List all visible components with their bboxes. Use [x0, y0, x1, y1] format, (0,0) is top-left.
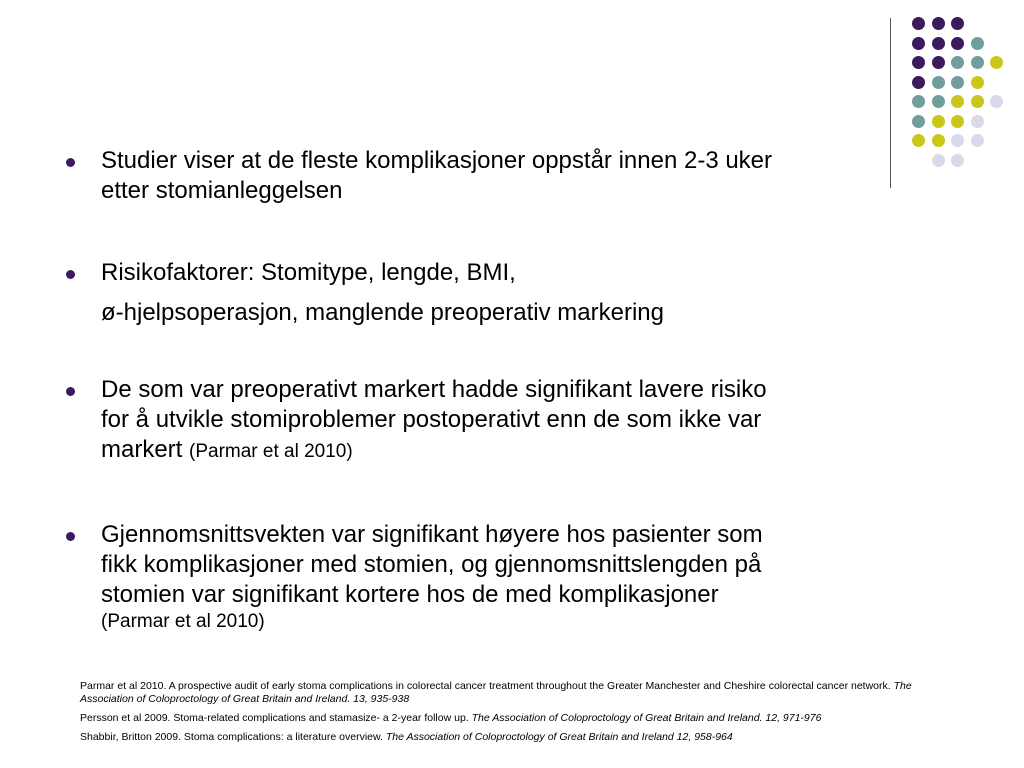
- bullet-text: [101, 146, 946, 206]
- citation: (Parmar et al 2010): [101, 611, 265, 632]
- bullet-line: De som var preoperativt markert hadde signifikant lavere risiko: [101, 376, 767, 403]
- bullet-text: [101, 520, 946, 634]
- bullet-dot-icon: [66, 387, 75, 396]
- bullet-line: etter stomianleggelsen: [101, 177, 343, 204]
- bullet-item: [66, 520, 946, 634]
- decorative-dot: [951, 115, 964, 128]
- bullet-line: Studier viser at de fleste komplikasjoner oppstår innen 2-3 uker: [101, 147, 773, 174]
- decorative-dot: [971, 56, 984, 69]
- bullet-line-text: markert: [101, 436, 183, 463]
- reference-item: [80, 680, 940, 706]
- bullet-item: [66, 258, 946, 328]
- bullet-text: [101, 258, 946, 288]
- decorative-dot: [951, 95, 964, 108]
- bullet-item: [66, 146, 946, 206]
- bullet-line: for å utvikle stomiproblemer postoperativt enn de som ikke var: [101, 406, 762, 433]
- decorative-dot: [912, 115, 925, 128]
- bullet-line: Gjennomsnittsvekten var signifikant høyere hos pasienter som: [101, 521, 763, 548]
- citation: (Parmar et al 2010): [189, 441, 353, 462]
- decorative-dot: [951, 154, 964, 167]
- bullet-line: Risikofaktorer: Stomitype, lengde, BMI,: [101, 259, 516, 286]
- decorative-dot: [932, 95, 945, 108]
- decorative-dot: [932, 76, 945, 89]
- reference-journal: The Association of Coloproctology of Great Britain and Ireland. 12, 971-976: [471, 712, 822, 724]
- bullet-continuation: ø-hjelpsoperasjon, manglende preoperativ markering: [101, 299, 664, 326]
- reference-journal: The Association of Coloproctology of Great Britain and Ireland 12, 958-964: [385, 731, 733, 743]
- decorative-dot: [932, 56, 945, 69]
- reference-text: Shabbir, Britton 2009. Stoma complications: a literature overview.: [80, 731, 383, 743]
- decorative-dot: [912, 17, 925, 30]
- decorative-dot: [932, 17, 945, 30]
- decorative-dot: [990, 95, 1003, 108]
- decorative-dot: [990, 56, 1003, 69]
- decorative-dot: [971, 95, 984, 108]
- bullet-text: [101, 375, 946, 467]
- decorative-dot: [912, 76, 925, 89]
- decorative-dot: [951, 134, 964, 147]
- decorative-dot: [951, 17, 964, 30]
- references: [80, 680, 940, 750]
- decorative-dot: [951, 37, 964, 50]
- decorative-dot: [971, 134, 984, 147]
- reference-journal: The Association of Coloproctology of Great Britain and Ireland. 13, 935-938: [80, 680, 912, 705]
- decorative-dot: [912, 37, 925, 50]
- decorative-dot: [951, 76, 964, 89]
- bullet-dot-icon: [66, 158, 75, 167]
- reference-item: [80, 712, 940, 725]
- decorative-dot: [912, 56, 925, 69]
- decorative-dot: [932, 115, 945, 128]
- decorative-dot: [932, 37, 945, 50]
- decorative-dot: [912, 95, 925, 108]
- bullet-dot-icon: [66, 532, 75, 541]
- reference-text: Persson et al 2009. Stoma-related complications and stamasize- a 2-year follow up.: [80, 712, 469, 724]
- bullet-line: [101, 435, 946, 467]
- bullet-line: fikk komplikasjoner med stomien, og gjennomsnittslengden på: [101, 551, 762, 578]
- decorative-dot: [971, 37, 984, 50]
- decorative-dot: [971, 115, 984, 128]
- reference-text: Parmar et al 2010. A prospective audit of early stoma complications in colorectal cancer treatment throughout the Greater Manchester and Cheshire colorectal cancer network.: [80, 680, 891, 692]
- bullet-line: stomien var signifikant kortere hos de med komplikasjoner: [101, 581, 719, 608]
- decorative-dot: [951, 56, 964, 69]
- bullet-item: [66, 375, 946, 467]
- reference-item: [80, 731, 940, 744]
- decorative-dot: [971, 76, 984, 89]
- bullet-dot-icon: [66, 270, 75, 279]
